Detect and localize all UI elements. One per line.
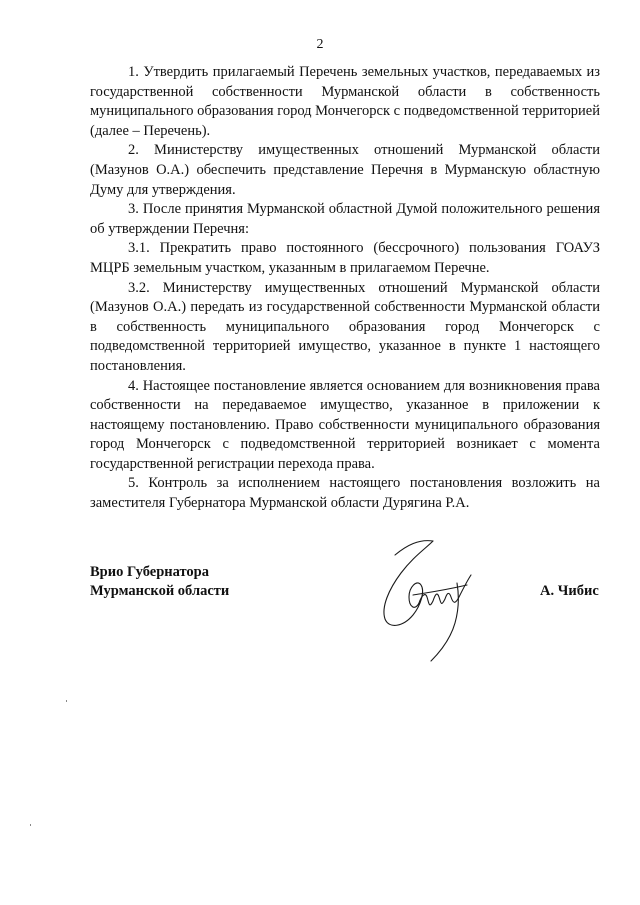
document-body <box>90 63 600 514</box>
paragraph-3-2: 3.2. Министерству имущественных отношений Мурманской области (Мазунов О.А.) передать из государственной собственности Мурманской области в собственность муниципального образования город Мончегорск с подведомственной территорией имущество, указанное в пункте 1 настоящего постановления. <box>90 279 600 374</box>
paragraph-4: 4. Настоящее постановление является основанием для возникновения права собственности на передаваемое имущество, указанное в приложении к настоящему постановлению. Право собственности муниципального образования город Мончегорск с подведомственной территорией возникает с момента государственной регистрации перехода права. <box>90 377 600 472</box>
signature-block <box>90 563 610 673</box>
signer-title-line2: Мурманской области <box>90 583 230 599</box>
paragraph-2: 2. Министерству имущественных отношений Мурманской области (Мазунов О.А.) обеспечить представление Перечня в Мурманскую областную Думу для утверждения. <box>90 142 600 198</box>
paragraph-5: 5. Контроль за исполнением настоящего постановления возложить на заместителя Губернатора Мурманской области Дурягина Р.А. <box>90 475 600 512</box>
signer-title <box>90 563 229 601</box>
handwritten-signature-icon <box>355 535 495 665</box>
signer-name: А. Чибис <box>540 583 599 599</box>
scan-speck <box>30 824 31 826</box>
scan-speck <box>66 700 67 702</box>
paragraph-3: 3. После принятия Мурманской областной Думой положительного решения об утверждении Перечня: <box>90 201 600 237</box>
paragraph-3-1: 3.1. Прекратить право постоянного (бессрочного) пользования ГОАУЗ МЦРБ земельным участком, указанным в прилагаемом Перечне. <box>90 240 600 276</box>
signer-title-line1: Врио Губернатора <box>90 564 209 580</box>
page-number: 2 <box>316 37 324 52</box>
paragraph-1: 1. Утвердить прилагаемый Перечень земельных участков, передаваемых из государственной собственности Мурманской области в собственность муниципального образования город Мончегорск с подведомственной территорией (далее – Перечень). <box>90 64 600 139</box>
